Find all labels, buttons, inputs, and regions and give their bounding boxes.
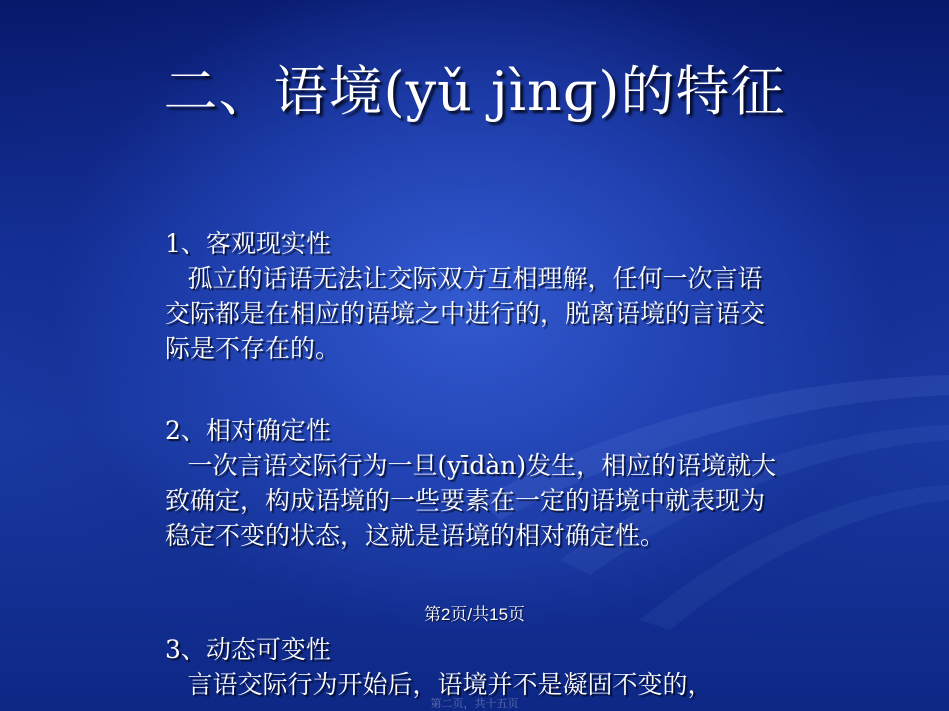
section-3: [165, 632, 785, 702]
section-2-heading: 2、相对确定性: [165, 416, 331, 445]
section-1: [165, 226, 785, 366]
section-2-text: 一次言语交际行为一旦(yīdàn)发生，相应的语境就大致确定，构成语境的一些要素在一定的语境中就表现为稳定不变的状态，这就是语境的相对确定性。: [165, 451, 777, 550]
slide-title: 二、语境(yǔ jìnɡ)的特征: [163, 60, 786, 123]
section-3-heading: 3、动态可变性: [165, 635, 331, 664]
section-2: [165, 413, 785, 553]
page-indicator-faint: 第二页，共十五页: [430, 698, 519, 710]
section-3-text: 言语交际行为开始后，语境并不是凝固不变的，: [187, 670, 713, 699]
section-1-text: 孤立的话语无法让交际双方互相理解，任何一次言语交际都是在相应的语境之中进行的，脱离语境的言语交际是不存在的。: [165, 264, 766, 363]
section-1-heading: 1、客观现实性: [165, 229, 331, 258]
page-indicator: 第2页/共15页: [423, 605, 526, 624]
